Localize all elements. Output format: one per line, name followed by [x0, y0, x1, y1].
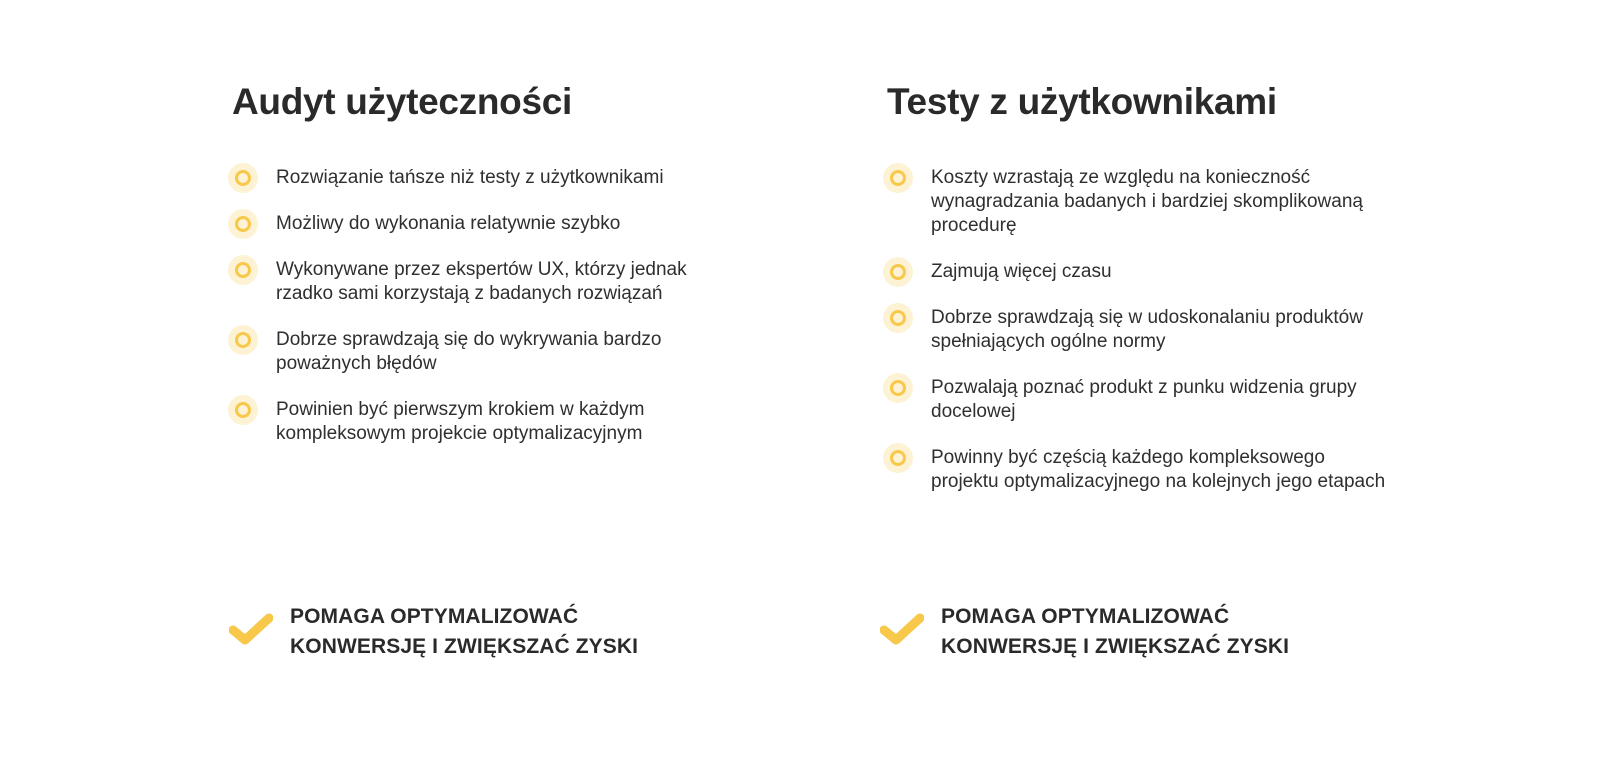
circle-bullet-icon [883, 257, 913, 287]
benefit-text [290, 602, 638, 662]
circle-bullet-icon [228, 395, 258, 425]
benefit-line-2: KONWERSJĘ I ZWIĘKSZAĆ ZYSKI [941, 635, 1290, 658]
benefit-line-1: POMAGA OPTYMALIZOWAĆ [290, 605, 579, 628]
circle-bullet-icon [883, 163, 913, 193]
list-item-text: Zajmują więcej czasu [931, 261, 1112, 283]
list-item-text: Pozwalają poznać produkt z punku widzenia grupy docelowej [931, 377, 1357, 423]
list-item [887, 376, 1407, 424]
checkmark-icon [880, 612, 924, 648]
circle-bullet-icon [228, 209, 258, 239]
list-item-text: Dobrze sprawdzają się do wykrywania bardzo poważnych błędów [276, 329, 662, 375]
circle-bullet-icon [883, 303, 913, 333]
list-item-text: Możliwy do wykonania relatywnie szybko [276, 213, 621, 235]
checkmark-icon [229, 612, 273, 648]
list-item-text: Powinny być częścią każdego kompleksowego projektu optymalizacyjnego na kolejnych jego etapach [931, 447, 1386, 493]
benefit-line-2: KONWERSJĘ I ZWIĘKSZAĆ ZYSKI [290, 635, 639, 658]
circle-bullet-icon [883, 373, 913, 403]
list-item-text: Dobrze sprawdzają się w udoskonalaniu produktów spełniających ogólne normy [931, 307, 1363, 353]
circle-bullet-icon [228, 325, 258, 355]
circle-bullet-icon [228, 255, 258, 285]
list-item [887, 166, 1407, 238]
list-item-text: Wykonywane przez ekspertów UX, którzy jednak rzadko sami korzystają z badanych rozwiązań [276, 259, 687, 305]
usability-audit-benefit [229, 602, 638, 662]
list-item-text: Powinien być pierwszym krokiem w każdym kompleksowym projekcie optymalizacyjnym [276, 399, 645, 445]
benefit-line-1: POMAGA OPTYMALIZOWAĆ [941, 605, 1230, 628]
usability-audit-title: Audyt użyteczności [232, 81, 572, 122]
user-testing-list [887, 166, 1407, 494]
user-testing-benefit [880, 602, 1289, 662]
usability-audit-list [232, 166, 752, 446]
list-item [232, 328, 752, 376]
circle-bullet-icon [228, 163, 258, 193]
user-testing-title: Testy z użytkownikami [887, 81, 1277, 122]
list-item-text: Rozwiązanie tańsze niż testy z użytkownikami [276, 167, 664, 189]
list-item [232, 166, 752, 190]
user-testing-column [887, 80, 1407, 516]
list-item [887, 306, 1407, 354]
list-item [232, 258, 752, 306]
benefit-text [941, 602, 1289, 662]
list-item [232, 398, 752, 446]
usability-audit-column [232, 80, 752, 468]
list-item [887, 260, 1407, 284]
list-item [232, 212, 752, 236]
list-item [887, 446, 1407, 494]
circle-bullet-icon [883, 443, 913, 473]
list-item-text: Koszty wzrastają ze względu na konieczność wynagradzania badanych i bardziej skomplikowaną procedurę [931, 167, 1363, 237]
